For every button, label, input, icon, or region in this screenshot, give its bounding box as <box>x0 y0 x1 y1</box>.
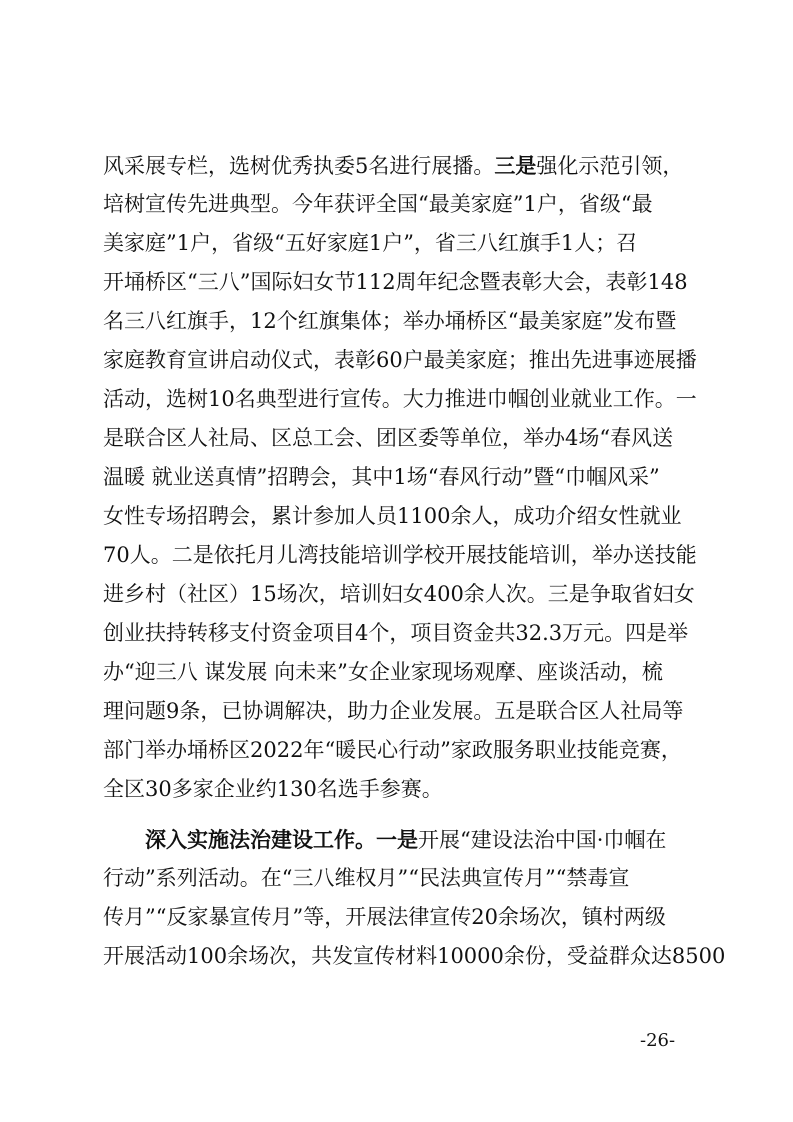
text-line: 美家庭”1户，省级“五好家庭1户”，省三八红旗手1人；召 <box>103 231 638 255</box>
text-line: 开展活动100余场次，共发宣传材料10000余份，受益群众达8500 <box>103 944 726 968</box>
text-line: 培树宣传先进典型。今年获评全国“最美家庭”1户，省级“最 <box>103 192 653 216</box>
text-line: 女性专场招聘会，累计参加人员1100余人，成功介绍女性就业 <box>103 504 682 528</box>
text-line: 名三八红旗手，12个红旗集体；举办埇桥区“最美家庭”发布暨 <box>103 309 677 333</box>
text-line: 全区30多家企业约130名选手参赛。 <box>103 777 443 801</box>
text-line: 部门举办埇桥区2022年“暖民心行动”家政服务职业技能竞赛， <box>103 738 682 762</box>
page-number: -26- <box>640 1030 676 1051</box>
text-line: 传月”“反家暴宣传月”等，开展法律宣传20余场次，镇村两级 <box>103 905 666 929</box>
text-line: 家庭教育宣讲启动仪式，表彰60户最美家庭；推出先进事迹展播 <box>103 348 697 372</box>
text-span: 开展“建设法治中国·巾帼在 <box>418 828 667 852</box>
text-line: 理问题9条，已协调解决，助力企业发展。五是联合区人社局等 <box>103 699 684 723</box>
text-span: 风采展专栏，选树优秀执委5名进行展播。 <box>103 154 495 178</box>
text-line: 办“迎三八 谋发展 向未来”女企业家现场观摩、座谈活动，梳 <box>103 660 663 684</box>
section-heading: 深入实施法治建设工作。 <box>145 827 376 852</box>
text-line: 70人。二是依托月儿湾技能培训学校开展技能培训，举办送技能 <box>103 543 697 567</box>
text-line: 创业扶持转移支付资金项目4个，项目资金共32.3万元。四是举 <box>103 621 689 645</box>
text-line: 进乡村（社区）15场次，培训妇女400余人次。三是争取省妇女 <box>103 582 695 606</box>
bold-lead: 三是 <box>494 153 537 178</box>
body-text <box>103 146 726 976</box>
text-line: 活动，选树10名典型进行宣传。大力推进巾帼创业就业工作。一 <box>103 387 697 411</box>
text-line <box>103 146 704 185</box>
text-line: 温暖 就业送真情”招聘会，其中1场“春风行动”暨“巾帼风采” <box>103 465 660 489</box>
text-line: 开埇桥区“三八”国际妇女节112周年纪念暨表彰大会，表彰148 <box>103 270 688 294</box>
text-line: 是联合区人社局、区总工会、团区委等单位，举办4场“春风送 <box>103 426 674 450</box>
bold-lead: 一是 <box>376 827 418 852</box>
text-line: 行动”系列活动。在“三八维权月”“民法典宣传月”“禁毒宣 <box>103 866 630 890</box>
text-span: 强化示范引领， <box>536 154 684 178</box>
paragraph-heading-line <box>103 820 704 859</box>
